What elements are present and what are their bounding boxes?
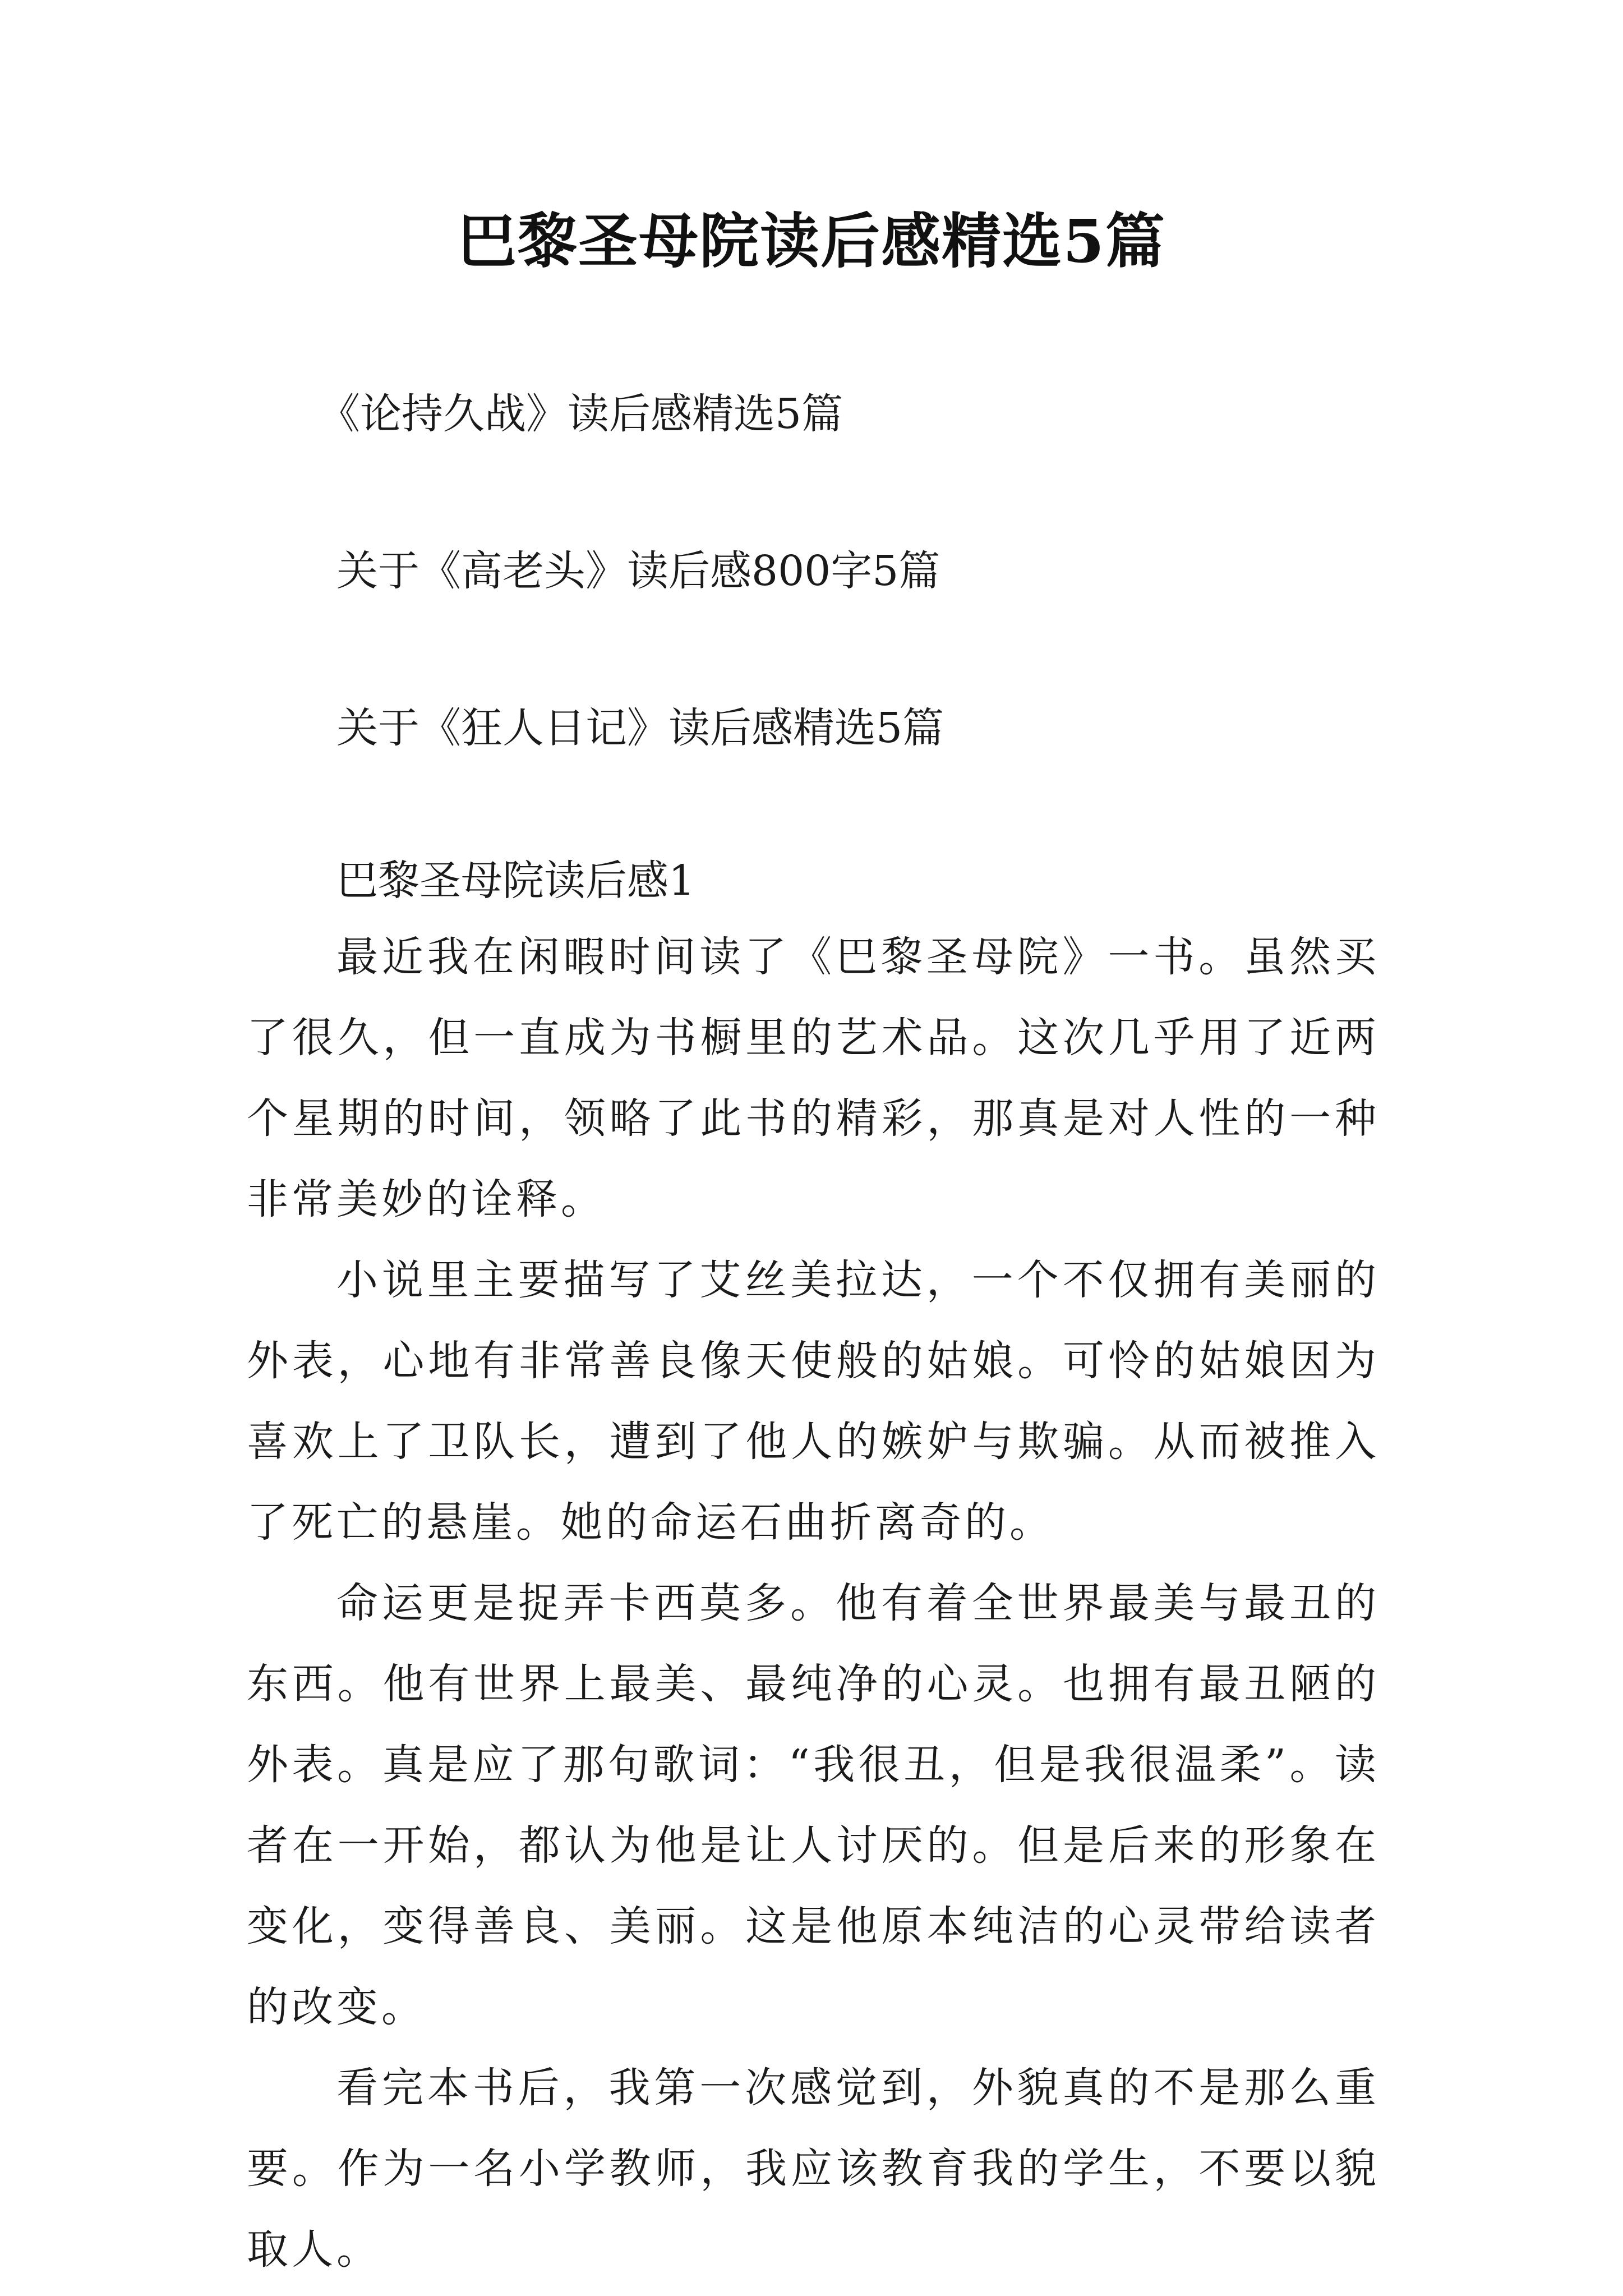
body-paragraph: 命运更是捉弄卡西莫多。他有着全世界最美与最丑的东西。他有世界上最美、最纯净的心灵。也拥有最丑陋的外表。真是应了那句歌词：“我很丑，但是我很温柔”。读者在一开始，都认为他是让人讨厌的。但是后来的形象在变化，变得善良、美丽。这是他原本纯洁的心灵带给读者的改变。 [247,1579,1380,2031]
body-paragraph: 最近我在闲暇时间读了《巴黎圣母院》一书。虽然买了很久，但一直成为书橱里的艺术品。这次几乎用了近两个星期的时间，领略了此书的精彩，那真是对人性的一种非常美妙的诠释。 [247,933,1380,1223]
article-body [247,917,1380,2290]
related-article-label[interactable]: 关于《高老头》读后感800字5篇 [336,547,940,595]
document-title: 巴黎圣母院读后感精选5篇 [457,206,1166,276]
section-heading: 巴黎圣母院读后感1 [336,857,695,905]
related-article-label[interactable]: 《论持久战》读后感精选5篇 [319,390,843,438]
body-paragraph: 小说里主要描写了艾丝美拉达，一个不仅拥有美丽的外表，心地有非常善良像天使般的姑娘。可怜的姑娘因为喜欢上了卫队长，遭到了他人的嫉妒与欺骗。从而被推入了死亡的悬崖。她的命运石曲折离奇的。 [247,1256,1380,1547]
body-paragraph: 看完本书后，我第一次感觉到，外貌真的不是那么重要。作为一名小学教师，我应该教育我的学生，不要以貌取人。 [247,2064,1380,2274]
related-article-label[interactable]: 关于《狂人日记》读后感精选5篇 [336,704,944,752]
